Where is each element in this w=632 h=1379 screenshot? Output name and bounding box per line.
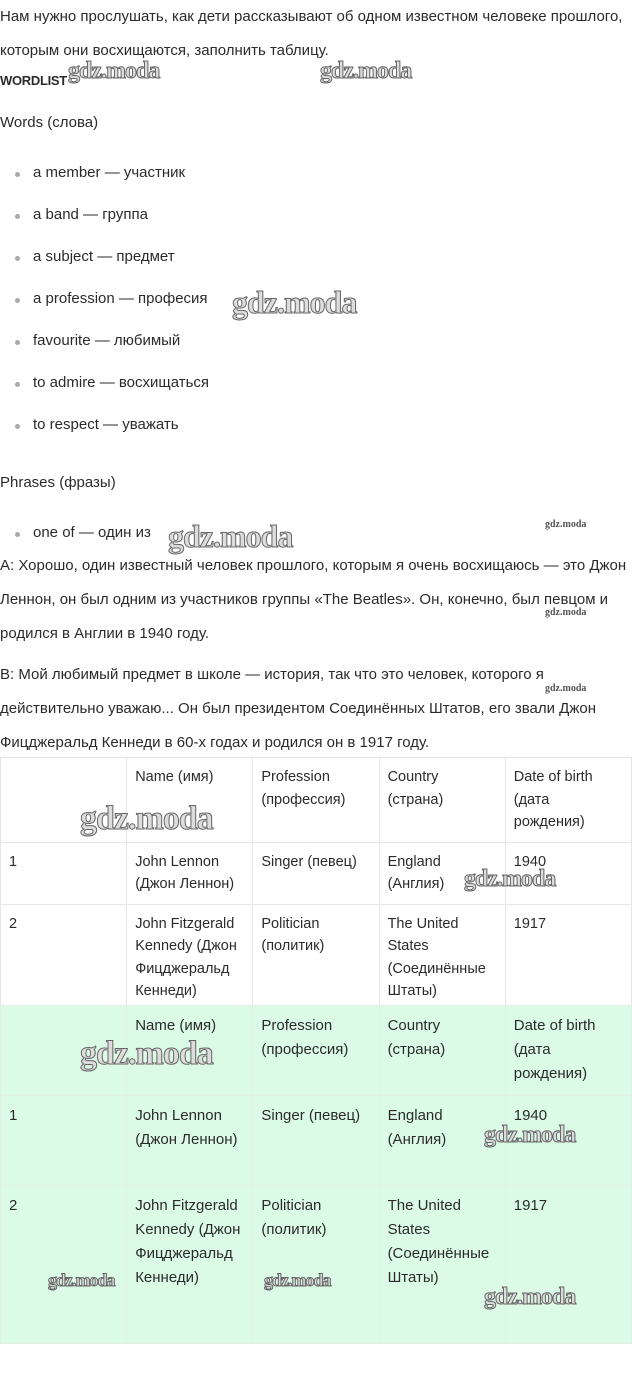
cell: England (Англия) [379, 842, 505, 904]
words-list [0, 152, 632, 446]
table-row [1, 1186, 632, 1344]
cell: 1940 [505, 1096, 631, 1186]
table-row [1, 842, 632, 904]
paragraph-a: A: Хорошо, один известный человек прошлого, которым я очень восхищаюсь — это Джон Леннон, он был одним из участников группы «The Beatles». Он, конечно, был певцом и родился в Англии в 1940 году. [0, 557, 627, 642]
list-item: a member — участник [0, 152, 632, 194]
list-item: one of — один из [0, 512, 632, 554]
answer-table-highlighted [0, 1005, 632, 1344]
watermark: gdz.moda [320, 58, 412, 84]
cell: Singer (певец) [253, 842, 379, 904]
list-item: a subject — предмет [0, 236, 632, 278]
answer-table [0, 757, 632, 1012]
paragraph-b: B: Мой любимый предмет в школе — история, так что это человек, которого я действительно уважаю... Он был президентом Соединённых Штатов, его звали Джон Фицджеральд Кеннеди в 60-х годах и родился он в 1917 году. [0, 666, 596, 751]
cell: 1917 [505, 1186, 631, 1344]
header-cell [1, 1006, 127, 1096]
cell: 1917 [505, 904, 631, 1011]
watermark: gdz.moda [484, 1284, 576, 1310]
list-item: to respect — уважать [0, 404, 632, 446]
cell: 1940 [505, 842, 631, 904]
cell: Politician (политик) [253, 904, 379, 1011]
header-cell [1, 758, 127, 843]
watermark: gdz.moda [48, 1270, 115, 1290]
cell: The United States (Соединённые Штаты) [379, 1186, 505, 1344]
watermark: gdz.moda [80, 1035, 213, 1072]
cell: John Lennon (Джон Леннон) [127, 842, 253, 904]
cell: 2 [1, 904, 127, 1011]
cell: The United States (Соединённые Штаты) [379, 904, 505, 1011]
cell: England (Англия) [379, 1096, 505, 1186]
header-cell: Name (имя) [127, 758, 253, 843]
watermark: gdz.moda [545, 519, 587, 530]
cell: 2 [1, 1186, 127, 1344]
header-cell: Profession (профессия) [253, 758, 379, 843]
watermark: gdz.moda [464, 866, 556, 892]
cell: 1 [1, 1096, 127, 1186]
watermark: gdz.moda [545, 683, 587, 694]
cell: Politician (политик) [253, 1186, 379, 1344]
header-cell: Date of birth (дата рождения) [505, 758, 631, 843]
cell: John Fitzgerald Kennedy (Джон Фицджеральд Кеннеди) [127, 1186, 253, 1344]
cell: Singer (певец) [253, 1096, 379, 1186]
header-cell: Name (имя) [127, 1006, 253, 1096]
header-cell: Country (страна) [379, 758, 505, 843]
phrases-heading: Phrases (фразы) [0, 474, 116, 491]
watermark: gdz.moda [68, 58, 160, 84]
cell: John Lennon (Джон Леннон) [127, 1096, 253, 1186]
intro-text: Нам нужно прослушать, как дети рассказывают об одном известном человеке прошлого, которым они восхищаются, заполнить таблицу. [0, 8, 623, 59]
list-item: a profession — професия [0, 278, 632, 320]
watermark: gdz.moda [232, 284, 357, 320]
watermark: gdz.moda [484, 1122, 576, 1148]
list-item: a band — группа [0, 194, 632, 236]
watermark: gdz.moda [168, 518, 293, 554]
cell: 1 [1, 842, 127, 904]
cell: John Fitzgerald Kennedy (Джон Фицджеральд Кеннеди) [127, 904, 253, 1011]
header-cell: Date of birth (дата рождения) [505, 1006, 631, 1096]
watermark: gdz.moda [545, 607, 587, 618]
wordlist-heading: WORDLIST [0, 73, 67, 88]
words-heading: Words (слова) [0, 114, 99, 131]
watermark: gdz.moda [264, 1270, 331, 1290]
table-row [1, 904, 632, 1011]
list-item: to admire — восхищаться [0, 362, 632, 404]
watermark: gdz.moda [80, 800, 213, 837]
phrases-list [0, 512, 632, 554]
header-cell: Country (страна) [379, 1006, 505, 1096]
list-item: favourite — любимый [0, 320, 632, 362]
table-row [1, 1096, 632, 1186]
header-cell: Profession (профессия) [253, 1006, 379, 1096]
